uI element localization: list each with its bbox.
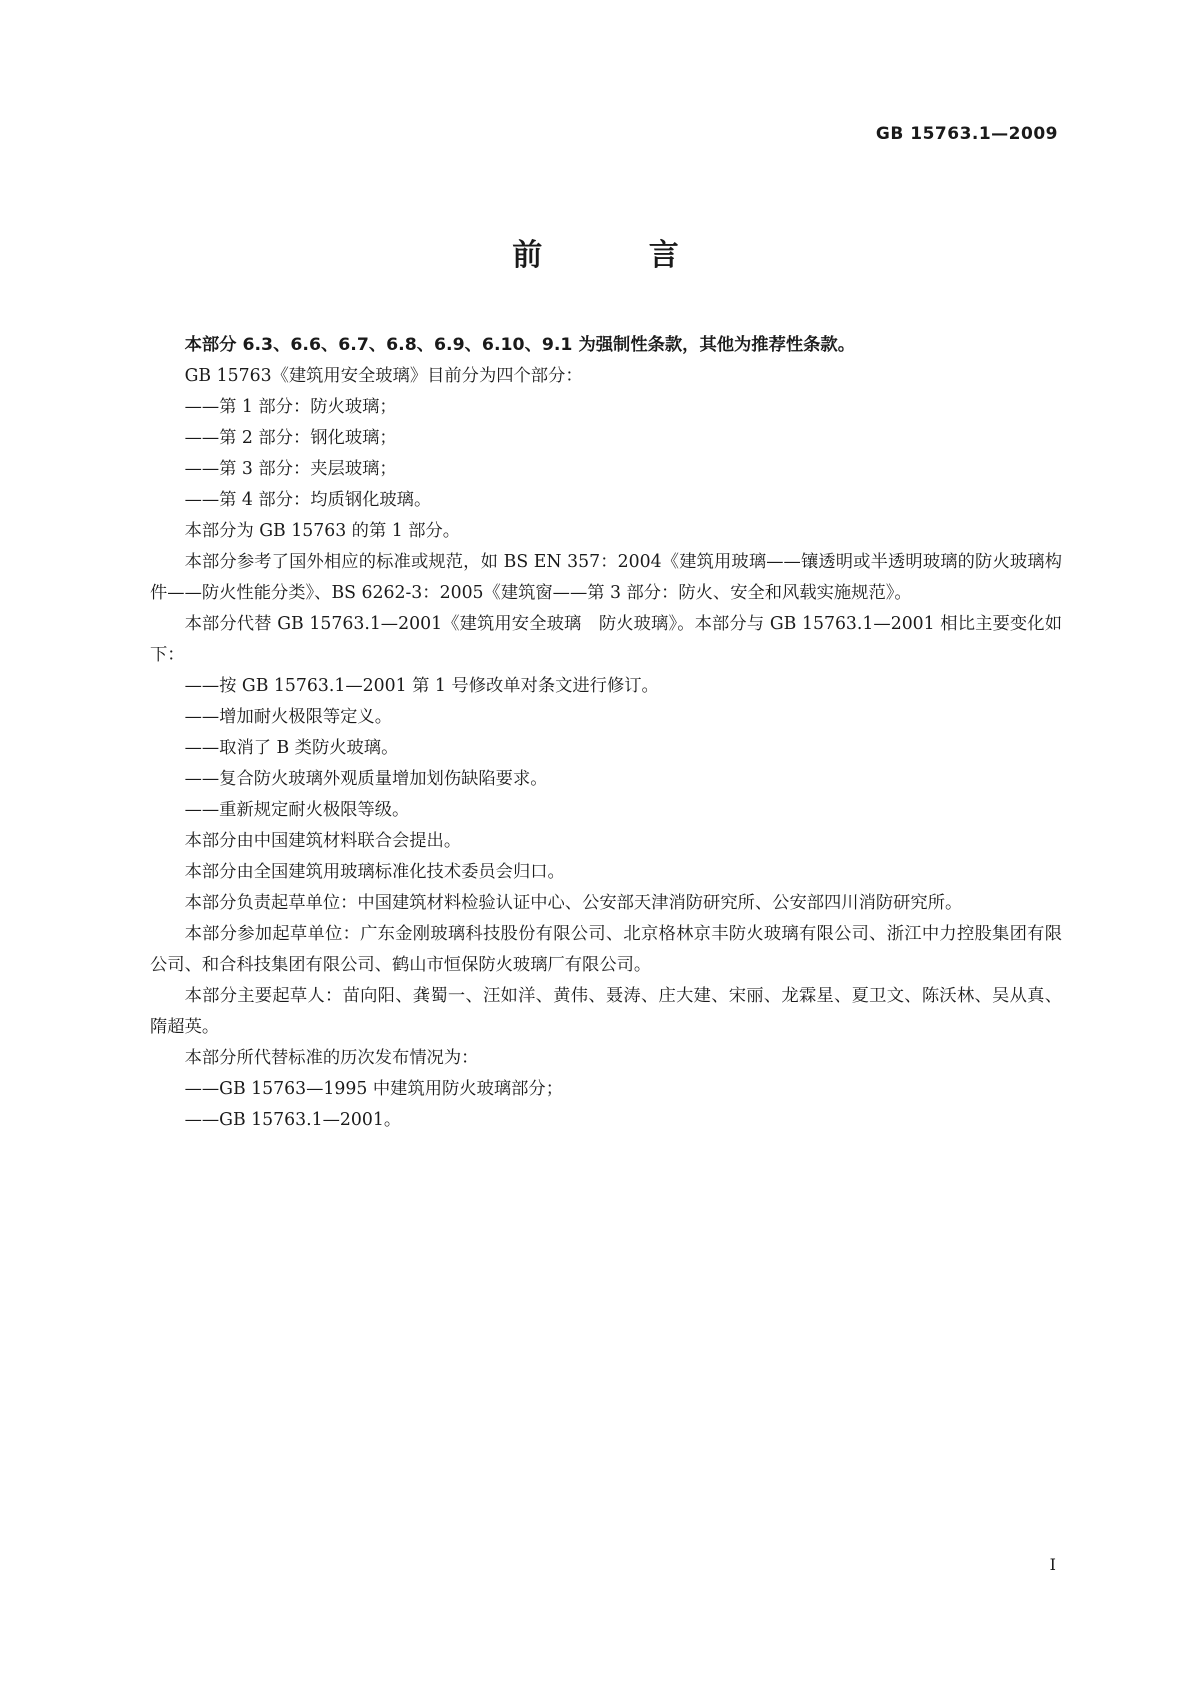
page-title: 前 言 bbox=[512, 238, 727, 273]
list-item: ——GB 15763—1995 中建筑用防火玻璃部分； bbox=[184, 1079, 563, 1099]
page-number: I bbox=[1049, 1555, 1056, 1574]
paragraph: GB 15763《建筑用安全玻璃》目前分为四个部分： bbox=[184, 366, 583, 386]
list-item: ——第 3 部分：夹层玻璃； bbox=[184, 459, 397, 479]
paragraph: 本部分为 GB 15763 的第 1 部分。 bbox=[184, 521, 461, 541]
standard-code: GB 15763.1—2009 bbox=[875, 124, 1058, 144]
foreword-body bbox=[150, 330, 1062, 1136]
paragraph: 本部分代替 GB 15763.1—2001《建筑用安全玻璃 防火玻璃》。本部分与 GB 15763.1—2001 相比主要变化如下： bbox=[150, 614, 1062, 665]
list-item: ——重新规定耐火极限等级。 bbox=[184, 800, 410, 820]
paragraph: 本部分负责起草单位：中国建筑材料检验认证中心、公安部天津消防研究所、公安部四川消防研究所。 bbox=[184, 893, 963, 913]
list-item: ——增加耐火极限等定义。 bbox=[184, 707, 392, 727]
list-item: ——第 4 部分：均质钢化玻璃。 bbox=[184, 490, 432, 510]
paragraph: 本部分主要起草人：苗向阳、龚蜀一、汪如洋、黄伟、聂涛、庄大建、宋丽、龙霖星、夏卫文、陈沃林、吴从真、隋超英。 bbox=[150, 986, 1062, 1037]
paragraph: 本部分参加起草单位：广东金刚玻璃科技股份有限公司、北京格林京丰防火玻璃有限公司、浙江中力控股集团有限公司、和合科技集团有限公司、鹤山市恒保防火玻璃厂有限公司。 bbox=[150, 924, 1062, 975]
list-item: ——取消了 B 类防火玻璃。 bbox=[184, 738, 399, 758]
list-item: ——复合防火玻璃外观质量增加划伤缺陷要求。 bbox=[184, 769, 548, 789]
list-item: ——按 GB 15763.1—2001 第 1 号修改单对条文进行修订。 bbox=[184, 676, 659, 696]
paragraph: 本部分参考了国外相应的标准或规范，如 BS EN 357：2004《建筑用玻璃——镶透明或半透明玻璃的防火玻璃构件——防火性能分类》、BS 6262-3：2005《建筑窗——第 3 部分：防火、安全和风载实施规范》。 bbox=[150, 552, 1062, 603]
list-item: ——第 2 部分：钢化玻璃； bbox=[184, 428, 397, 448]
list-item: ——第 1 部分：防火玻璃； bbox=[184, 397, 397, 417]
paragraph: 本部分由中国建筑材料联合会提出。 bbox=[184, 831, 462, 851]
mandatory-clause-note: 本部分 6.3、6.6、6.7、6.8、6.9、6.10、9.1 为强制性条款，其他为推荐性条款。 bbox=[184, 335, 855, 355]
list-item: ——GB 15763.1—2001。 bbox=[184, 1110, 402, 1130]
paragraph: 本部分所代替标准的历次发布情况为： bbox=[184, 1048, 479, 1068]
paragraph: 本部分由全国建筑用玻璃标准化技术委员会归口。 bbox=[184, 862, 565, 882]
